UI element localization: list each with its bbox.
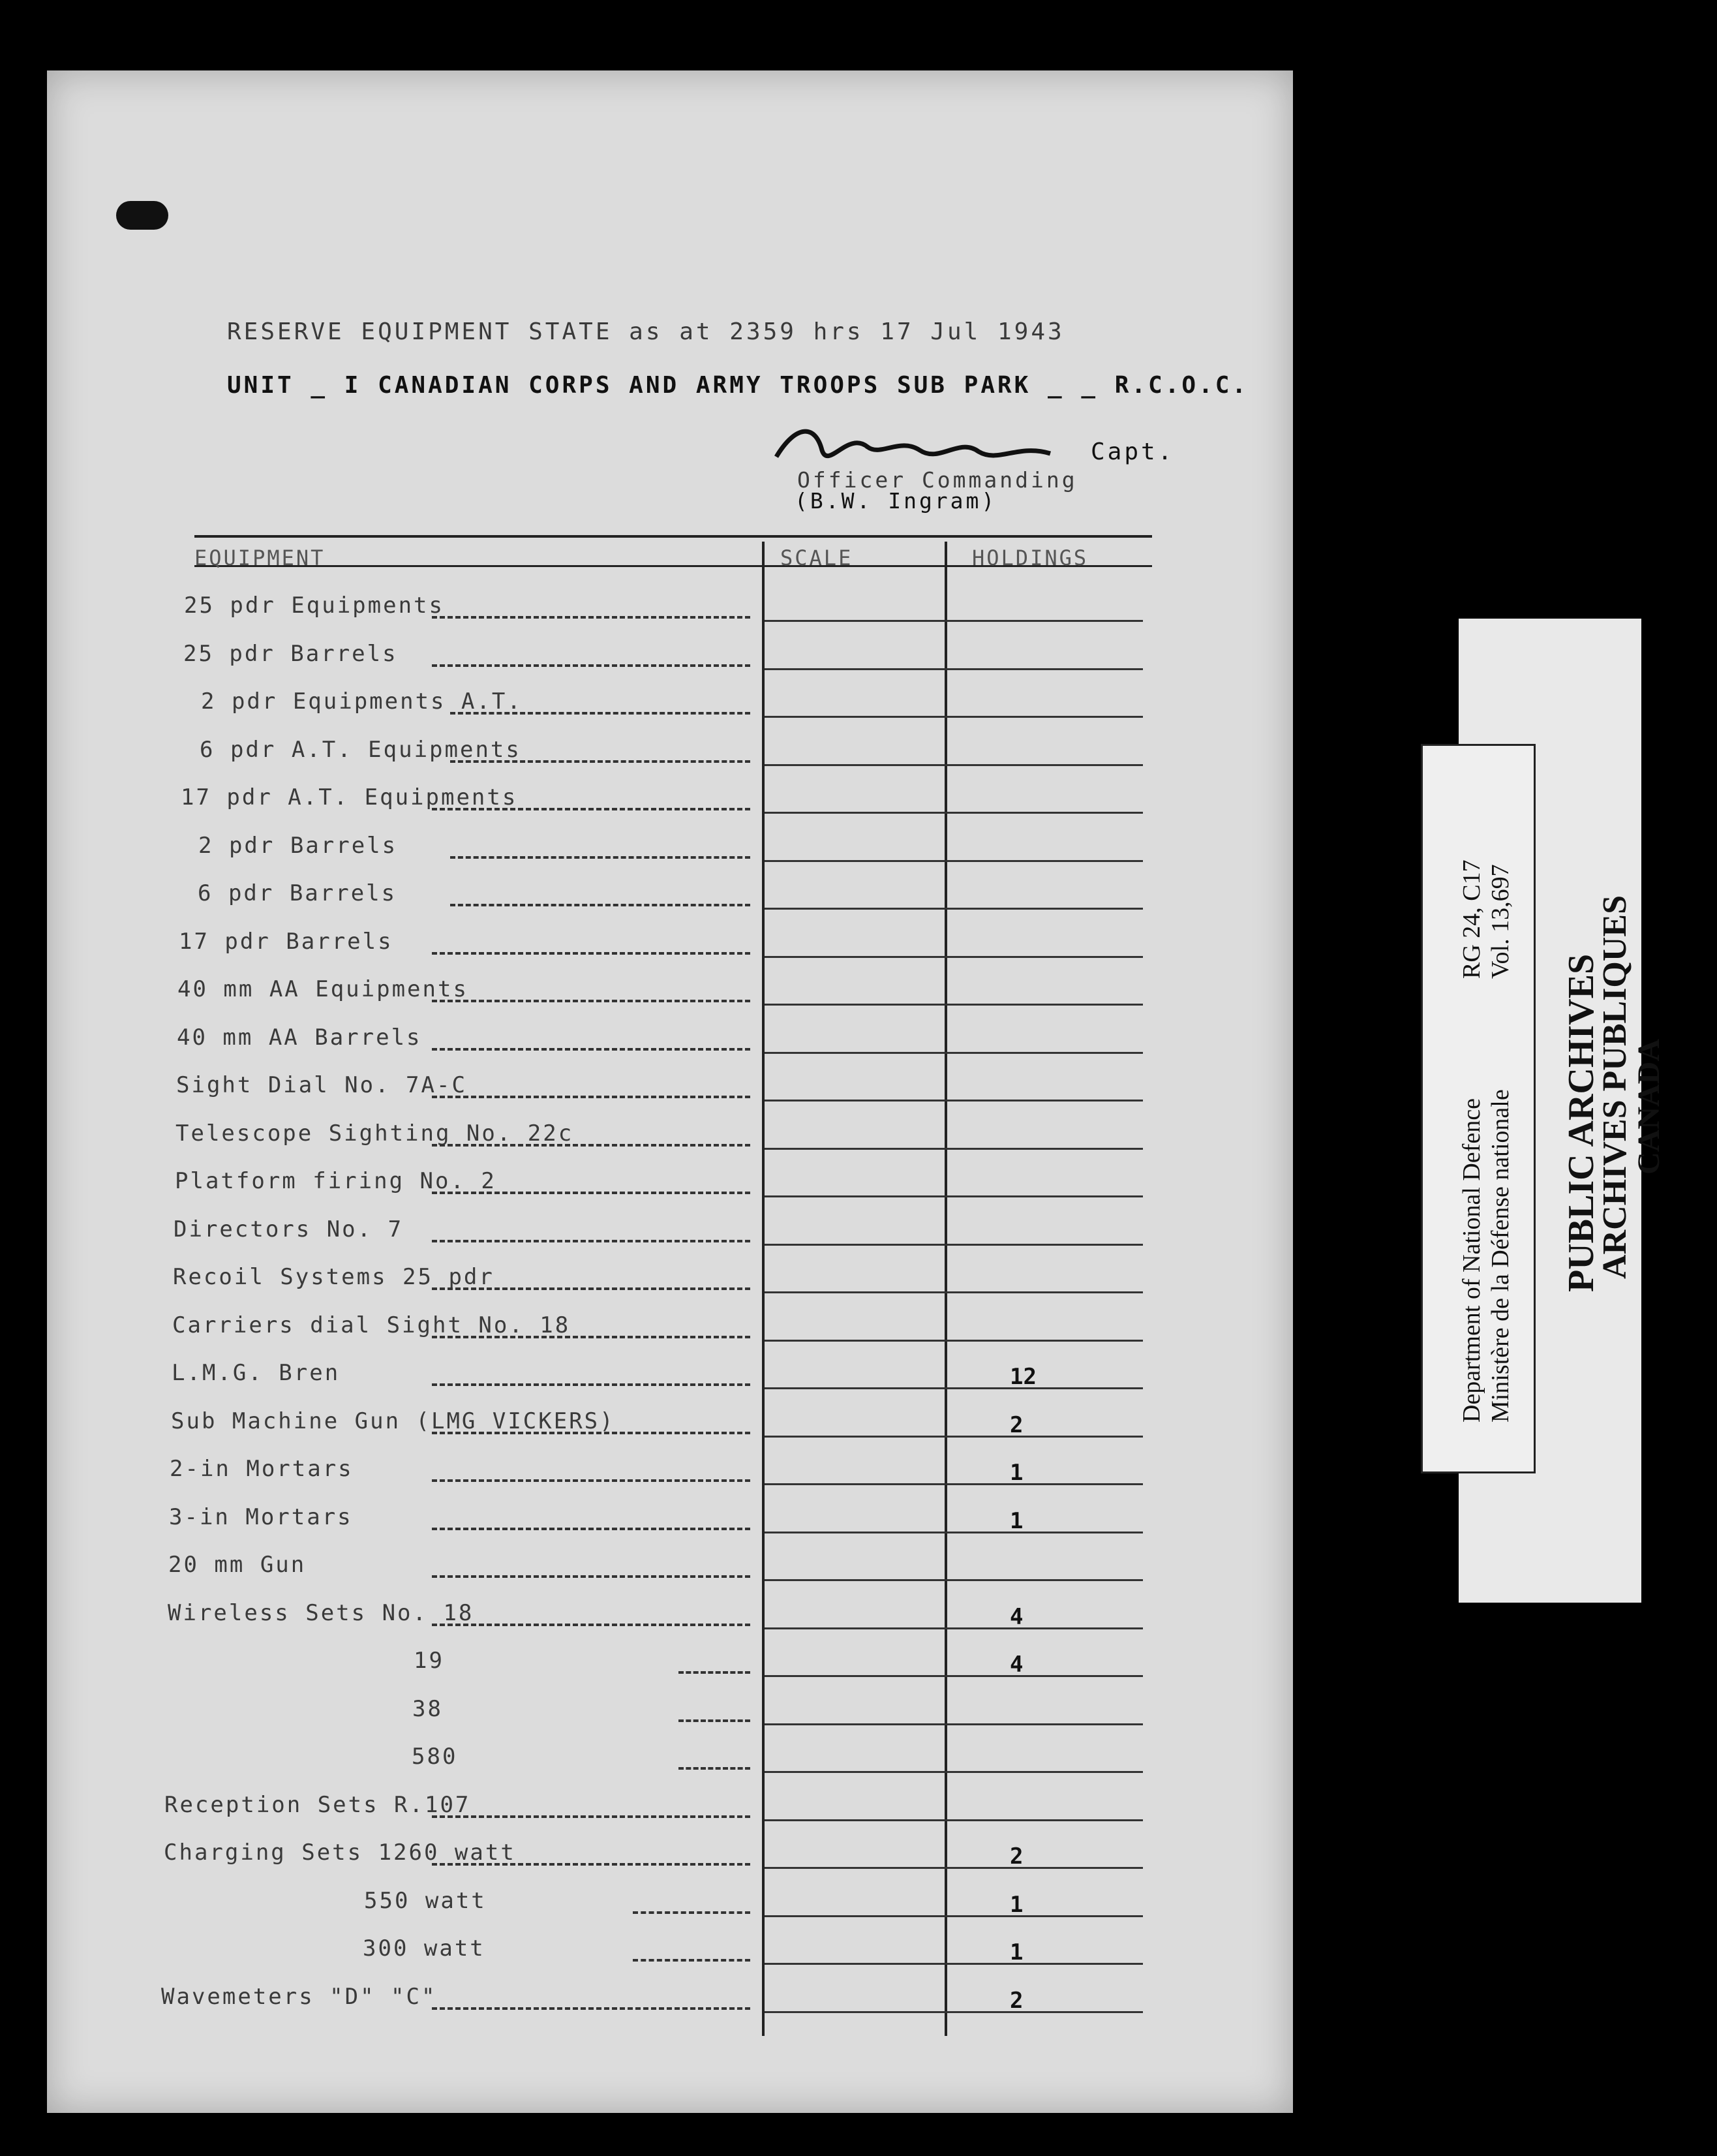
signature-name: (B.W. Ingram) (795, 488, 997, 514)
holding-value: 1 (1010, 1939, 1024, 1965)
archive-ref-vol: Vol. 13,697 (1487, 864, 1514, 979)
leader-dashes (432, 1048, 750, 1053)
row-rule (765, 716, 1143, 718)
row-rule (765, 1579, 1143, 1581)
holding-value: 2 (1010, 1411, 1024, 1438)
leader-dashes (450, 904, 750, 908)
holding-value: 4 (1010, 1652, 1024, 1678)
equipment-label: 17 pdr Barrels (179, 928, 393, 955)
equipment-label: 3-in Mortars (169, 1503, 353, 1530)
equipment-label: Telescope Sighting No. 22c (175, 1120, 574, 1147)
leader-dashes (432, 1000, 750, 1004)
leader-dashes (450, 856, 750, 861)
row-rule (765, 764, 1143, 766)
row-rule (765, 1723, 1143, 1725)
unit-line: UNIT _ I CANADIAN CORPS AND ARMY TROOPS SUB PARK _ _ R.C.O.C. (227, 372, 1249, 399)
department-en: Department of National Defence (1458, 1098, 1485, 1423)
row-rule (765, 1291, 1143, 1293)
row-rule (765, 1819, 1143, 1821)
leader-dashes (432, 616, 750, 621)
leader-dashes (678, 1767, 750, 1772)
equipment-label: 580 (412, 1744, 458, 1770)
holding-value: 1 (1010, 1507, 1024, 1534)
signature-rank: Capt. (1091, 439, 1175, 465)
leader-dashes (633, 1959, 750, 1964)
row-rule (765, 812, 1143, 814)
row-rule (765, 1100, 1143, 1101)
equipment-label: 20 mm Gun (168, 1552, 307, 1578)
holding-value: 2 (1010, 1987, 1024, 2014)
holding-value: 2 (1010, 1843, 1024, 1870)
leader-dashes (432, 1815, 750, 1820)
row-rule (765, 908, 1143, 910)
row-rule (765, 1052, 1143, 1054)
table-top-rule (194, 535, 1152, 538)
equipment-label: L.M.G. Bren (172, 1360, 341, 1386)
equipment-label: 25 pdr Barrels (183, 640, 398, 667)
holding-value: 1 (1010, 1460, 1024, 1486)
row-rule (765, 1771, 1143, 1773)
equipment-label: 19 (414, 1648, 444, 1674)
row-rule (765, 1148, 1143, 1150)
equipment-label: 2 pdr Equipments A.T. (201, 688, 523, 715)
equipment-label: 25 pdr Equipments (184, 593, 444, 619)
equipment-label: 6 pdr Barrels (198, 880, 397, 906)
archive-ref-rg: RG 24, C17 (1458, 859, 1485, 979)
equipment-label: Reception Sets R.107 (164, 1791, 471, 1818)
leader-dashes (432, 1528, 750, 1532)
row-rule (765, 1963, 1143, 1965)
equipment-label: Recoil Systems 25 pdr (173, 1264, 494, 1290)
row-rule (765, 1340, 1143, 1342)
row-rule (765, 668, 1143, 670)
leader-dashes (678, 1671, 750, 1676)
leader-dashes (432, 808, 750, 812)
equipment-label: Sight Dial No. 7A-C (176, 1072, 467, 1098)
row-rule (765, 1627, 1143, 1629)
equipment-label: Charging Sets 1260 watt (164, 1840, 516, 1866)
equipment-label: 2 pdr Barrels (198, 832, 398, 859)
equipment-label: 6 pdr A.T. Equipments (200, 736, 521, 763)
equipment-label: 300 watt (363, 1935, 485, 1962)
archive-name-en: PUBLIC ARCHIVES (1561, 953, 1602, 1292)
row-rule (765, 1867, 1143, 1869)
signature-title: Officer Commanding (797, 467, 1078, 493)
holdings-column-divider (945, 542, 947, 2036)
equipment-label: 550 watt (364, 1887, 487, 1914)
leader-dashes (432, 1192, 750, 1196)
equipment-label: 17 pdr A.T. Equipments (181, 784, 518, 810)
equipment-label: Wireless Sets No. 18 (168, 1599, 474, 1626)
leader-dashes (450, 760, 750, 765)
row-rule (765, 1675, 1143, 1677)
equipment-label: Sub Machine Gun (LMG VICKERS) (171, 1408, 615, 1434)
equipment-label: 40 mm AA Barrels (177, 1024, 422, 1051)
row-rule (765, 1387, 1143, 1389)
row-rule (765, 860, 1143, 862)
equipment-label: 40 mm AA Equipments (177, 976, 468, 1002)
leader-dashes (432, 1624, 750, 1628)
column-header-scale: SCALE (780, 546, 853, 570)
leader-dashes (432, 1144, 750, 1148)
leader-dashes (432, 1863, 750, 1868)
punch-hole (116, 201, 168, 230)
leader-dashes (432, 1432, 750, 1436)
equipment-label: Directors No. 7 (174, 1216, 404, 1242)
equipment-label: Platform firing No. 2 (175, 1168, 496, 1194)
report-title: RESERVE EQUIPMENT STATE as at 2359 hrs 17 Jul 1943 (227, 318, 1065, 345)
archive-country: CANADA (1632, 1039, 1666, 1175)
leader-dashes (432, 1336, 750, 1340)
leader-dashes (432, 1240, 750, 1244)
holding-value: 1 (1010, 1891, 1024, 1918)
leader-dashes (633, 1911, 750, 1916)
row-rule (765, 1244, 1143, 1246)
row-rule (765, 1915, 1143, 1917)
leader-dashes (432, 1096, 750, 1100)
leader-dashes (432, 1383, 750, 1388)
leader-dashes (432, 664, 750, 669)
equipment-label: Carriers dial Sight No. 18 (172, 1312, 571, 1338)
leader-dashes (432, 1575, 750, 1580)
row-rule (765, 1532, 1143, 1533)
department-fr: Ministère de la Défense nationale (1487, 1089, 1514, 1423)
archive-name-fr: ARCHIVES PUBLIQUES (1596, 895, 1633, 1279)
leader-dashes (432, 1479, 750, 1484)
equipment-label: 38 (412, 1695, 443, 1722)
holding-value: 12 (1010, 1364, 1037, 1390)
leader-dashes (450, 712, 750, 716)
holding-value: 4 (1010, 1603, 1024, 1630)
row-rule (765, 1483, 1143, 1485)
leader-dashes (432, 1287, 750, 1292)
leader-dashes (432, 952, 750, 957)
column-header-equipment: EQUIPMENT (194, 546, 326, 570)
row-rule (765, 1195, 1143, 1197)
row-rule (765, 1004, 1143, 1006)
equipment-label: Wavemeters "D" "C" (161, 1983, 437, 2010)
equipment-label: 2-in Mortars (170, 1456, 354, 1482)
row-rule (765, 620, 1143, 622)
row-rule (765, 1436, 1143, 1438)
leader-dashes (678, 1719, 750, 1724)
scale-column-divider (762, 542, 765, 2036)
row-rule (765, 2011, 1143, 2013)
leader-dashes (432, 2007, 750, 2012)
row-rule (765, 956, 1143, 958)
column-header-holdings: HOLDINGS (972, 546, 1089, 570)
